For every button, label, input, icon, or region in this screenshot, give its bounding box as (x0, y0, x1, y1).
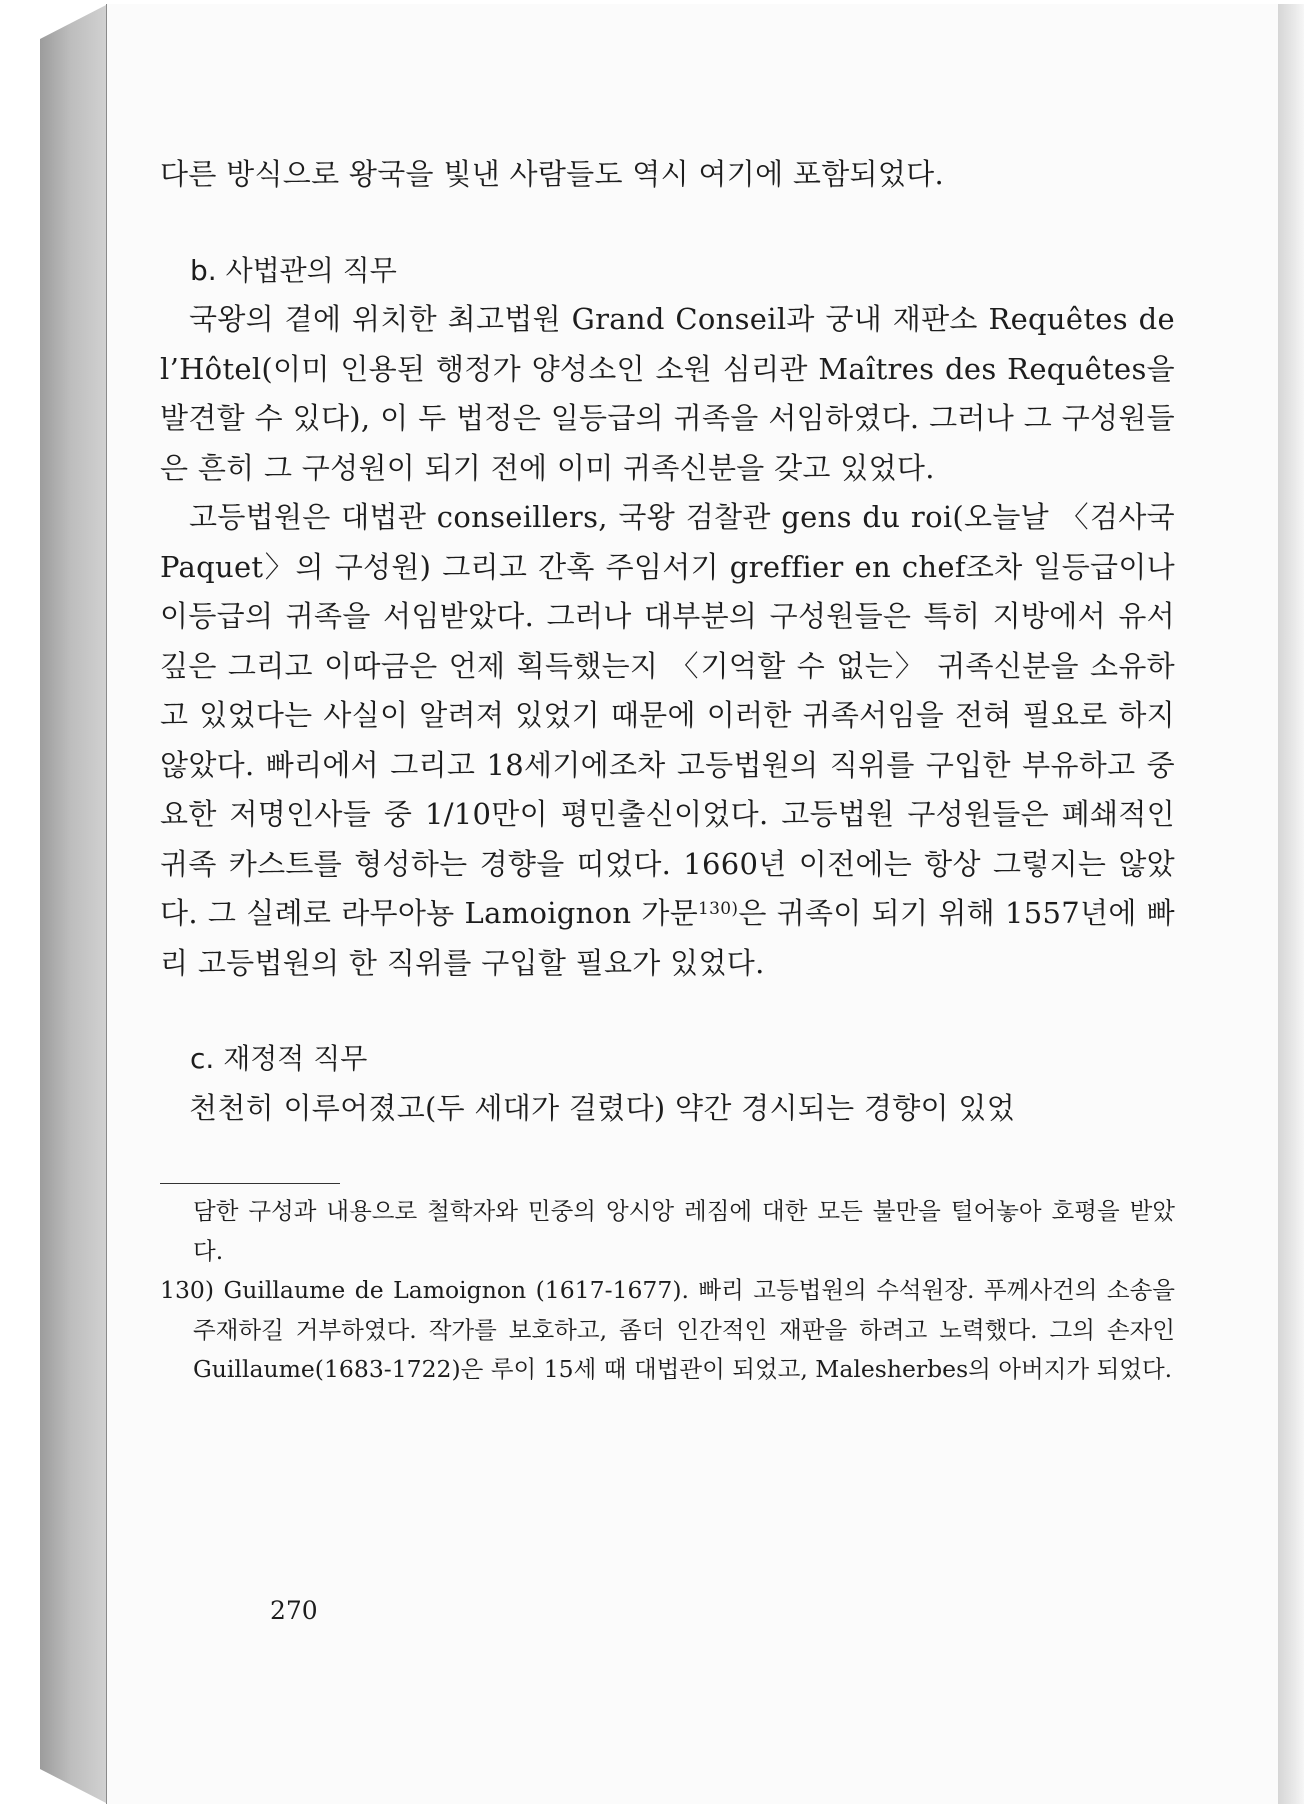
section-gap (160, 988, 1175, 1034)
page-content (160, 150, 1175, 1390)
intro-line: 다른 방식으로 왕국을 빛낸 사람들도 역시 여기에 포함되었다. (160, 157, 944, 191)
section-c-heading: c. 재정적 직무 (190, 1042, 368, 1075)
paragraph-2-text: 고등법원은 대법관 conseillers, 국왕 검찰관 gens du roi(오늘날 〈검사국 Paquet〉의 구성원) 그리고 간혹 주임서기 greffier en chef조차 일등급이나 이등급의 귀족을 서임받았다. 그러나 대부분의 구성원들은 특히 지방에서 유서깊은 그리고 이따금은 언제 획득했는지 〈기억할 수 없는〉 귀족신분을 소유하고 있었다는 사실이 알려져 있었기 때문에 이러한 귀족서임을 전혀 필요로 하지 않았다. 빠리에서 그리고 18세기에조차 고등법원의 직위를 구입한 부유하고 중요한 저명인사들 중 1/10만이 평민출신이었다. 고등법원 구성원들은 폐쇄적인 귀족 카스트를 형성하는 경향을 띠었다. 1660년 이전에는 항상 그렇지는 않았다. 그 실례로 라무아뇽 Lamoignon 가문 (160, 500, 1175, 930)
page-number: 270 (270, 1596, 318, 1625)
footnote-ref-130: 130) (698, 899, 739, 919)
footnote-130: 130) Guillaume de Lamoignon (1617-1677). 빠리 고등법원의 수석원장. 푸께사건의 소송을 주재하길 거부하였다. 작가를 보호하고, 좀더 인간적인 재판을 하려고 노력했다. 그의 손자인 Guillaume(1683-1722)은 루이 15세 때 대법관이 되었고, Malesherbes의 아버지가 되었다. (160, 1276, 1175, 1383)
book-spine (40, 4, 108, 1804)
section-b-heading: b. 사법관의 직무 (190, 253, 397, 287)
section-b-paragraph-2 (160, 493, 1175, 988)
section-b-paragraph-1: 국왕의 곁에 위치한 최고법원 Grand Conseil과 궁내 재판소 Requêtes de l’Hôtel(이미 인용된 행정가 양성소인 소원 심리관 Maîtres des Requêtes을 발견할 수 있다), 이 두 법정은 일등급의 귀족을 서임하였다. 그러나 그 구성원들은 흔히 그 구성원이 되기 전에 이미 귀족신분을 갖고 있었다. (160, 302, 1175, 485)
page-edge (1278, 4, 1304, 1804)
footnote-continuation: 담한 구성과 내용으로 철학자와 민중의 앙시앙 레짐에 대한 모든 불만을 털어놓아 호평을 받았다. (193, 1197, 1175, 1265)
section-c-paragraph-1: 천천히 이루어졌고(두 세대가 걸렸다) 약간 경시되는 경향이 있었 (189, 1090, 1016, 1125)
section-gap (160, 200, 1175, 246)
paragraph-2-text-end: 은 귀족이 되기 위해 1557년에 빠리 고등법원의 한 직위를 구입할 필요가 있었다. (160, 896, 1175, 980)
footnote-separator (160, 1183, 340, 1184)
